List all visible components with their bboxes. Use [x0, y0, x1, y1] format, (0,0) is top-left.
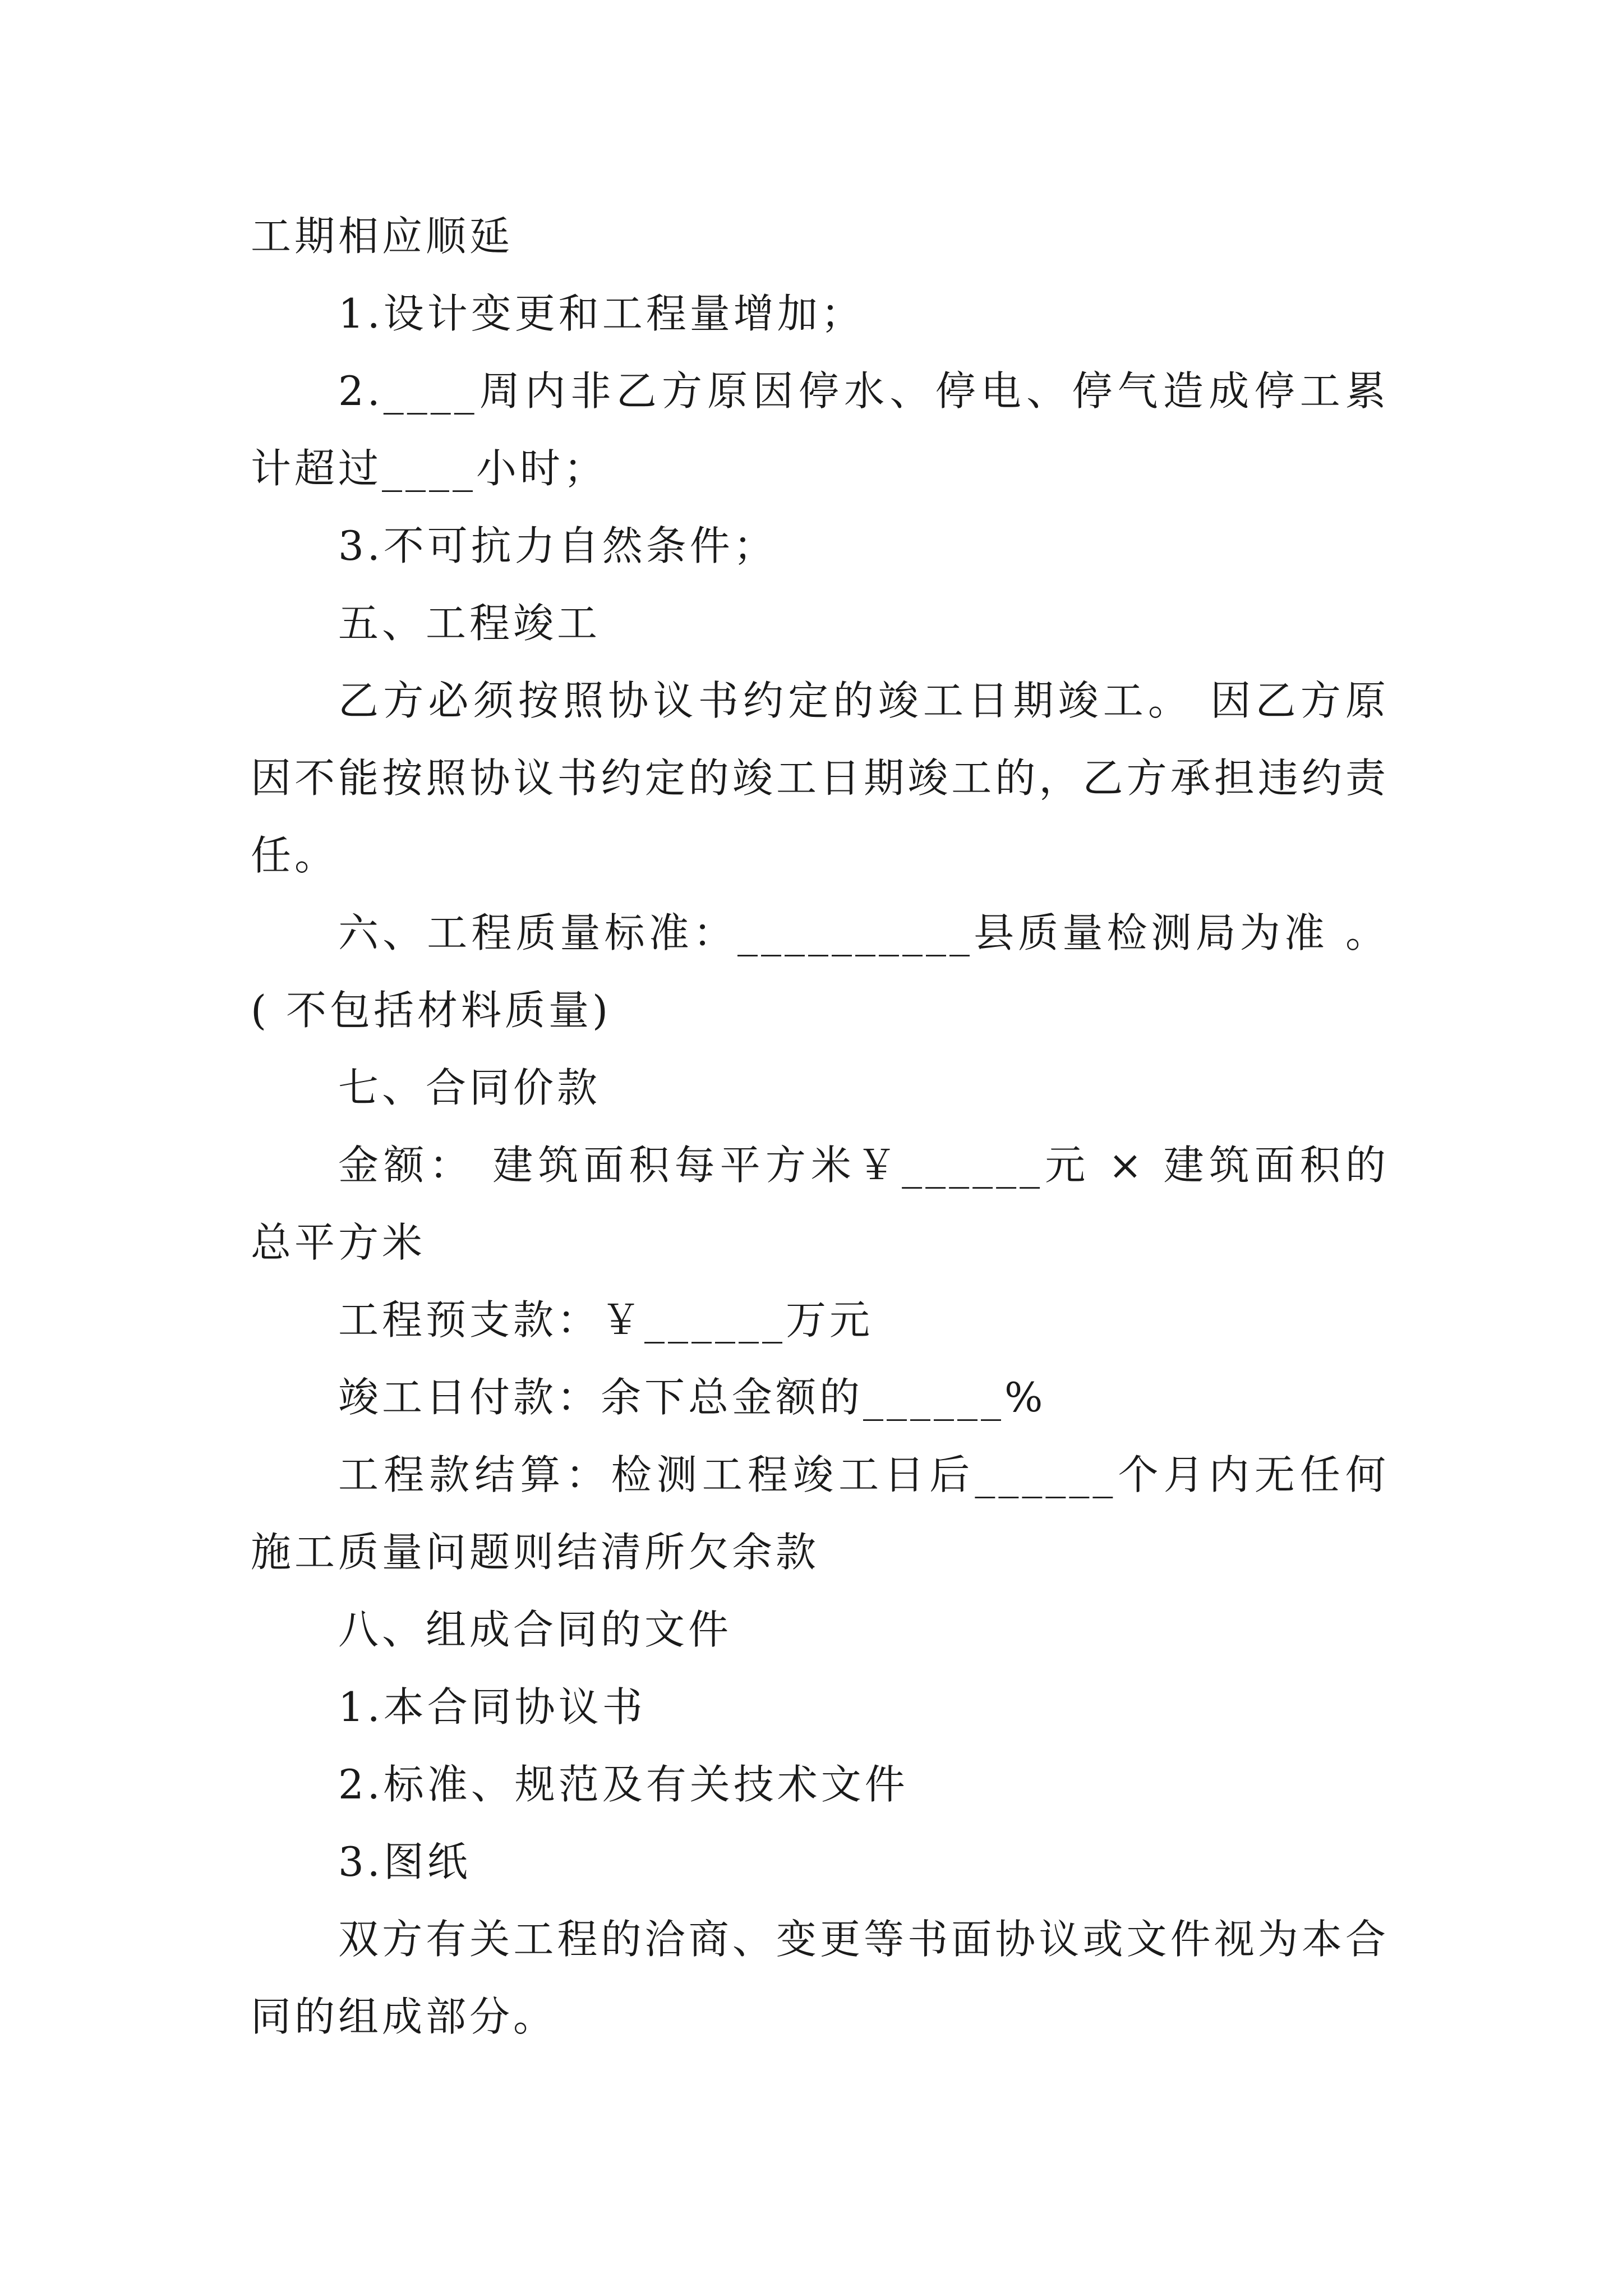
paragraph-item-1: 1.设计变更和工程量增加；: [338, 290, 865, 337]
paragraph-amount: 金额： 建筑面积每平方米￥______元 × 建筑面积的总平方米: [251, 1142, 1389, 1266]
document-body: [251, 197, 1389, 2055]
paragraph-doc-2: 2.标准、规范及有关技术文件: [338, 1761, 909, 1808]
paragraph-completion-terms: 乙方必须按照协议书约定的竣工日期竣工。 因乙方原因不能按照协议书约定的竣工日期竣工的，乙方承担违约责任。: [251, 677, 1389, 879]
section-heading-5: 五、工程竣工: [338, 600, 601, 647]
paragraph-item-3: 3.不可抗力自然条件；: [338, 522, 777, 569]
paragraph-advance-payment: 工程预支款：￥______万元: [338, 1296, 874, 1343]
section-heading-6-quality: 六、工程质量标准：__________县质量检测局为准 。( 不包括材料质量): [251, 909, 1389, 1034]
paragraph-doc-1: 1.本合同协议书: [338, 1683, 646, 1731]
section-heading-7: 七、合同价款: [338, 1064, 601, 1111]
paragraph-settlement: 工程款结算：检测工程竣工日后______个月内无任何施工质量问题则结清所欠余款: [251, 1451, 1389, 1576]
paragraph-completion-payment: 竣工日付款：余下总金额的______%: [338, 1374, 1046, 1421]
paragraph-continuation: 工期相应顺延: [251, 213, 514, 260]
paragraph-doc-3: 3.图纸: [338, 1838, 471, 1885]
section-heading-8: 八、组成合同的文件: [338, 1606, 732, 1653]
paragraph-item-2: 2.____周内非乙方原因停水、停电、停气造成停工累计超过____小时；: [251, 367, 1389, 492]
paragraph-closing: 双方有关工程的洽商、变更等书面协议或文件视为本合同的组成部分。: [251, 1916, 1389, 2040]
